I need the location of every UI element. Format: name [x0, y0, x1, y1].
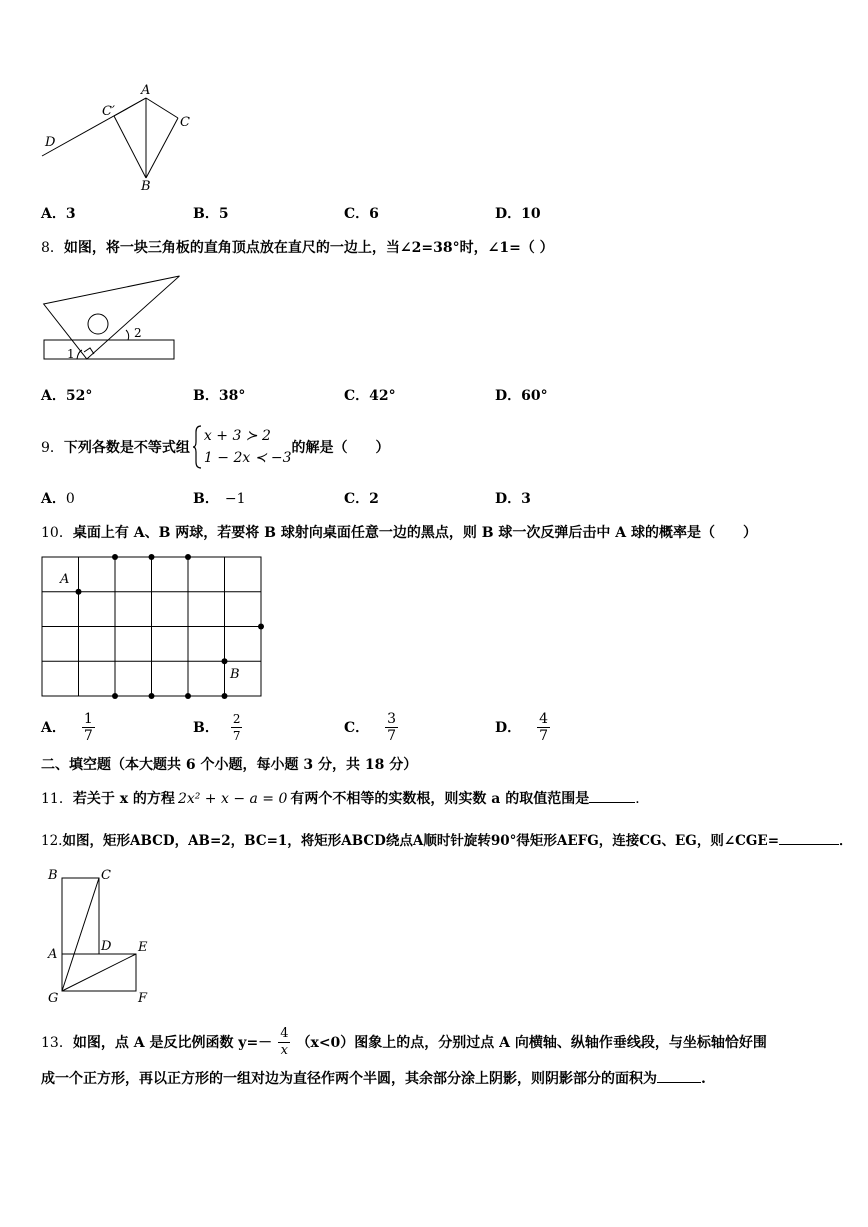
- q8-stem: [41, 239, 554, 257]
- q13-line-2: [41, 1070, 706, 1088]
- option-letter: B．: [193, 719, 219, 736]
- q12-end: ．: [839, 833, 853, 849]
- q12-label-a: A: [48, 947, 58, 962]
- fraction-numerator: 4: [539, 711, 549, 727]
- q10-option-a[interactable]: [41, 711, 95, 744]
- q12-stem: [41, 832, 853, 850]
- q10-ball-a: [76, 589, 82, 595]
- option-fraction: [385, 711, 398, 744]
- fraction-denominator: 7: [539, 728, 549, 744]
- q11-text-before: 若关于 x 的方程: [72, 791, 175, 807]
- option-value: 60°: [521, 388, 548, 404]
- q11-stem: [41, 790, 649, 808]
- option-letter: D．: [495, 388, 522, 404]
- q8-label-1: 1: [67, 347, 75, 361]
- option-value: 3: [521, 491, 531, 507]
- q10-target-dot: [149, 554, 155, 560]
- q9-system: [204, 425, 292, 469]
- fraction-denominator: 7: [83, 728, 93, 744]
- option-value: 2: [369, 491, 379, 507]
- q10-target-dot: [222, 693, 228, 699]
- q9-brace-icon: [192, 424, 202, 470]
- option-letter: C．: [344, 206, 370, 222]
- q7-line-c-prime-a: [114, 98, 146, 116]
- option-value: −1: [224, 491, 246, 507]
- q9-inequality-2: 1 − 2x ≺ −3: [203, 450, 292, 466]
- q10-target-dot: [258, 624, 264, 630]
- q13-answer-blank[interactable]: [657, 1070, 701, 1083]
- section-2-title: 二、填空题（本大题共 6 个小题，每小题 3 分，共 18 分）: [41, 757, 418, 773]
- q10-stem: [41, 524, 757, 542]
- option-value: 0: [65, 491, 75, 507]
- q12-segment-gc: [62, 878, 99, 991]
- q12-label-d: D: [101, 939, 112, 954]
- q7-option-c[interactable]: [344, 205, 379, 223]
- q13-end: .: [701, 1071, 706, 1087]
- q7-line-c-prime-b: [114, 116, 146, 178]
- q7-option-a[interactable]: [41, 205, 76, 223]
- q9-inequality-1: x + 3 ≻ 2: [203, 428, 271, 444]
- q8-angle-2-arc: [126, 330, 129, 340]
- q8-text: 如图，将一块三角板的直角顶点放在直尺的一边上，当∠2=38°时，∠1=（ ）: [63, 240, 554, 256]
- q8-option-a[interactable]: [41, 387, 92, 405]
- fraction-denominator: 7: [387, 728, 397, 744]
- option-letter: A．: [41, 206, 66, 222]
- q8-ruler: [44, 340, 174, 359]
- q13-text-1a: 如图，点 A 是反比例函数 y=－: [72, 1035, 273, 1051]
- option-value: 3: [65, 206, 76, 222]
- q10-label-b: B: [230, 667, 240, 682]
- option-letter: D．: [495, 491, 522, 507]
- q8-option-b[interactable]: [193, 387, 245, 405]
- q8-right-angle-mark: [84, 348, 94, 354]
- fraction-denominator: 7: [232, 729, 241, 743]
- option-value: 52°: [65, 388, 93, 404]
- option-letter: C．: [344, 491, 370, 507]
- q10-figure: [38, 554, 268, 702]
- q11-equation: 2x² + x − a = 0: [177, 791, 288, 807]
- q12-answer-blank[interactable]: [779, 832, 839, 845]
- q7-label-c: C: [180, 115, 190, 130]
- fraction-numerator: 4: [280, 1025, 289, 1041]
- option-letter: D．: [495, 719, 522, 736]
- q9-option-a[interactable]: [41, 490, 75, 508]
- q10-option-b[interactable]: [193, 711, 242, 744]
- q10-text: 桌面上有 A、B 两球，若要将 B 球射向桌面任意一边的黑点，则 B 球一次反弹后击中 A 球的概率是（ ）: [72, 525, 758, 541]
- q7-label-c-prime: C′: [102, 104, 115, 119]
- q13-text-2: 成一个正方形，再以正方形的一组对边为直径作两个半圆，其余部分涂上阴影，则阴影部分的面积为: [41, 1071, 657, 1087]
- q13-number: 13．: [41, 1035, 73, 1051]
- option-letter: A．: [41, 719, 66, 736]
- fraction-denominator: x: [280, 1042, 288, 1058]
- q9-option-b[interactable]: [193, 490, 245, 508]
- q11-answer-blank[interactable]: [589, 790, 635, 803]
- q7-option-b[interactable]: [193, 205, 229, 223]
- q8-label-2: 2: [134, 326, 142, 340]
- option-letter: A．: [41, 491, 66, 507]
- q8-number: 8．: [41, 240, 64, 256]
- q13-line-1: [41, 1022, 767, 1062]
- option-letter: C．: [344, 719, 370, 736]
- q7-label-d: D: [45, 135, 56, 150]
- option-letter: B．: [193, 206, 219, 222]
- q10-target-dot: [185, 554, 191, 560]
- q7-line-cb: [146, 118, 178, 178]
- q12-label-g: G: [48, 991, 59, 1006]
- fraction-numerator: 3: [387, 711, 397, 727]
- q9-option-c[interactable]: [344, 490, 379, 508]
- option-value: 42°: [369, 388, 396, 404]
- q8-option-d[interactable]: [495, 387, 548, 405]
- option-value: 5: [218, 206, 229, 222]
- option-value: 10: [521, 206, 541, 222]
- option-letter: D．: [495, 206, 522, 222]
- q10-label-a: A: [60, 572, 70, 587]
- q9-number: 9．: [41, 440, 64, 456]
- q11-text-after: 有两个不相等的实数根，则实数 a 的取值范围是: [290, 791, 590, 807]
- option-letter: A．: [41, 388, 66, 404]
- q12-number: 12.: [41, 833, 63, 849]
- fraction-numerator: 2: [232, 712, 241, 726]
- q8-figure: [40, 272, 180, 366]
- option-fraction: [231, 711, 243, 744]
- q10-target-dot: [185, 693, 191, 699]
- q9-stem: [41, 422, 390, 472]
- q12-text: 如图，矩形ABCD，AB=2，BC=1，将矩形ABCD绕点A顺时针旋转90°得矩形AEFG，连接CG、EG，则∠CGE=: [62, 833, 780, 849]
- q10-number: 10．: [41, 525, 73, 541]
- q9-option-d[interactable]: [495, 490, 531, 508]
- q10-option-c[interactable]: [344, 711, 398, 744]
- q7-line-ac: [146, 98, 178, 118]
- q12-label-e: E: [138, 940, 148, 955]
- q12-label-c: C: [101, 868, 111, 883]
- q12-segment-ge: [62, 954, 136, 991]
- q7-label-b: B: [141, 179, 151, 194]
- q10-option-d[interactable]: [495, 711, 550, 744]
- option-fraction: [537, 711, 550, 744]
- fraction-numerator: 1: [83, 711, 93, 727]
- q9-text-after: 的解是（ ）: [291, 440, 390, 456]
- q8-triangle-hole: [88, 314, 108, 334]
- q7-label-a: A: [141, 83, 151, 98]
- q9-text-before: 下列各数是不等式组: [63, 440, 190, 456]
- q7-figure: [36, 80, 206, 195]
- q8-triangle: [44, 276, 180, 359]
- q10-ball-b: [222, 658, 228, 664]
- q10-target-dot: [112, 693, 118, 699]
- q12-figure: [42, 862, 162, 1007]
- q10-target-dot: [112, 554, 118, 560]
- option-value: 6: [369, 206, 379, 222]
- q12-label-f: F: [138, 991, 148, 1006]
- option-letter: C．: [344, 388, 370, 404]
- option-letter: B．: [193, 388, 219, 404]
- q12-rect-abcd: [62, 878, 99, 954]
- q10-target-dot: [149, 693, 155, 699]
- option-fraction: [82, 711, 95, 744]
- option-letter: B．: [193, 491, 219, 507]
- q11-number: 11．: [41, 791, 73, 807]
- q10-grid: [42, 557, 261, 696]
- q11-end: ．: [635, 791, 650, 807]
- q13-text-1b: （x<0）图象上的点，分别过点 A 向横轴、纵轴作垂线段，与坐标轴恰好围: [296, 1035, 767, 1051]
- option-value: 38°: [218, 388, 246, 404]
- q7-option-d[interactable]: [495, 205, 541, 223]
- q8-option-c[interactable]: [344, 387, 396, 405]
- q13-fraction: [278, 1026, 290, 1059]
- q12-label-b: B: [48, 868, 58, 883]
